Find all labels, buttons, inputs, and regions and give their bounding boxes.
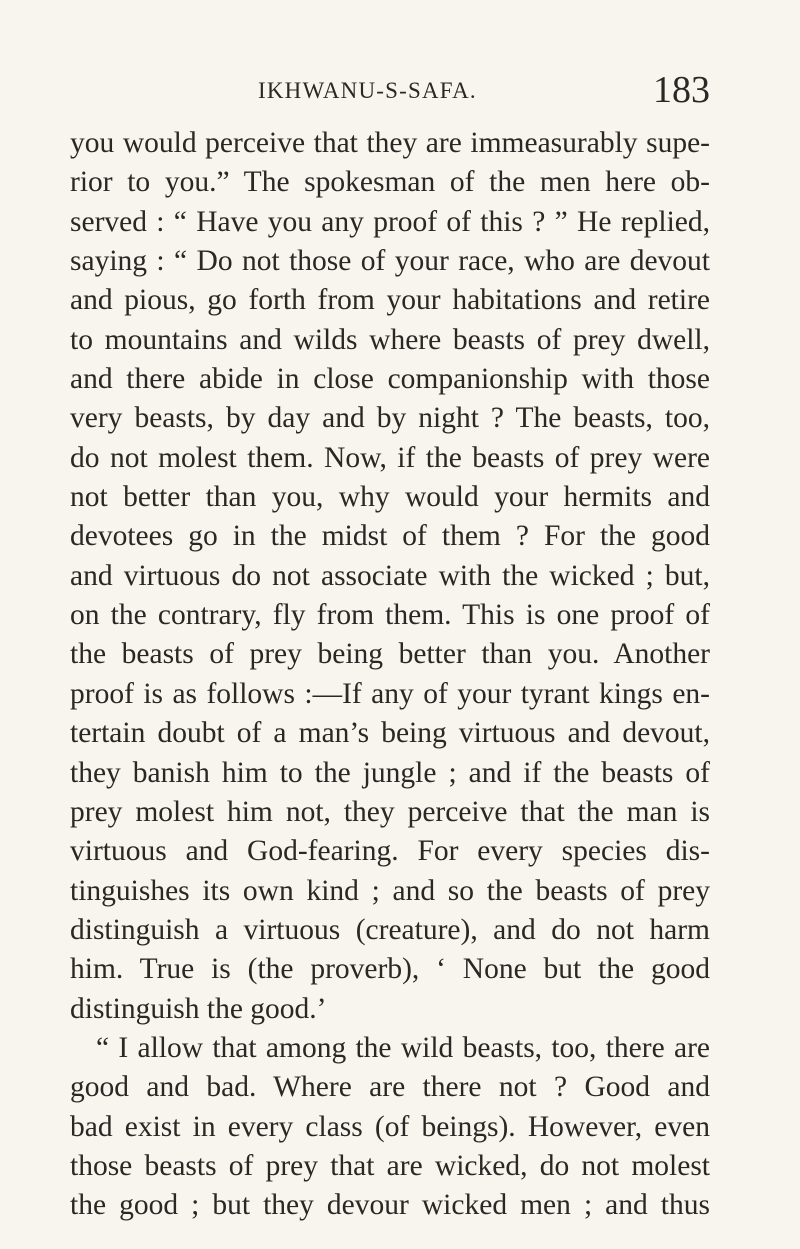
text-line: the good ; but they devour wicked men ; and thus [70,1189,710,1222]
text-line: and virtuous do not associate with the wicked ; but, [70,559,710,592]
text-line: very beasts, by day and by night ? The beasts, too, [70,402,710,435]
text-line: him. True is (the proverb), ‘ None but the good [70,953,710,986]
text-line: tertain doubt of a man’s being virtuous and devout, [70,717,710,750]
text-line: those beasts of prey that are wicked, do not molest [70,1149,710,1182]
text-line: they banish him to the jungle ; and if the beasts of [70,756,710,789]
text-line: not better than you, why would your hermits and [70,481,710,514]
text-line: prey molest him not, they perceive that the man is [70,795,710,828]
text-line: devotees go in the midst of them ? For the good [70,520,710,553]
text-line: bad exist in every class (of beings). However, even [70,1110,710,1143]
text-line: virtuous and God-fearing. For every species dis- [70,835,710,868]
text-line: good and bad. Where are there not ? Good and [70,1071,710,1104]
text-line: the beasts of prey being better than you. Another [70,638,710,671]
text-line: tinguishes its own kind ; and so the beasts of prey [70,874,710,907]
text-line: saying : “ Do not those of your race, who are devout [70,245,710,278]
text-line: do not molest them. Now, if the beasts of prey were [70,441,710,474]
text-line: you would perceive that they are immeasurably supe- [70,127,710,159]
running-title: IKHWANU-S-SAFA. [258,78,477,103]
body-text [70,124,710,1226]
text-line: and pious, go forth from your habitations and retire [70,284,710,317]
paragraph-end-line: distinguish the good.’ [70,992,327,1025]
text-line: served : “ Have you any proof of this ? ” He replied, [70,205,710,238]
text-line: distinguish a virtuous (creature), and do not harm [70,913,710,946]
text-line: to mountains and wilds where beasts of prey dwell, [70,323,710,356]
page-number: 183 [653,69,710,111]
text-line: and there abide in close companionship with those [70,363,710,396]
running-header [0,68,800,112]
text-line: rior to you.” The spokesman of the men here ob- [70,166,710,199]
text-line: proof is as follows :—If any of your tyrant kings en- [70,677,710,710]
paragraph-start-line: “ I allow that among the wild beasts, too, there are [96,1031,710,1064]
text-line: on the contrary, fly from them. This is one proof of [70,599,710,632]
